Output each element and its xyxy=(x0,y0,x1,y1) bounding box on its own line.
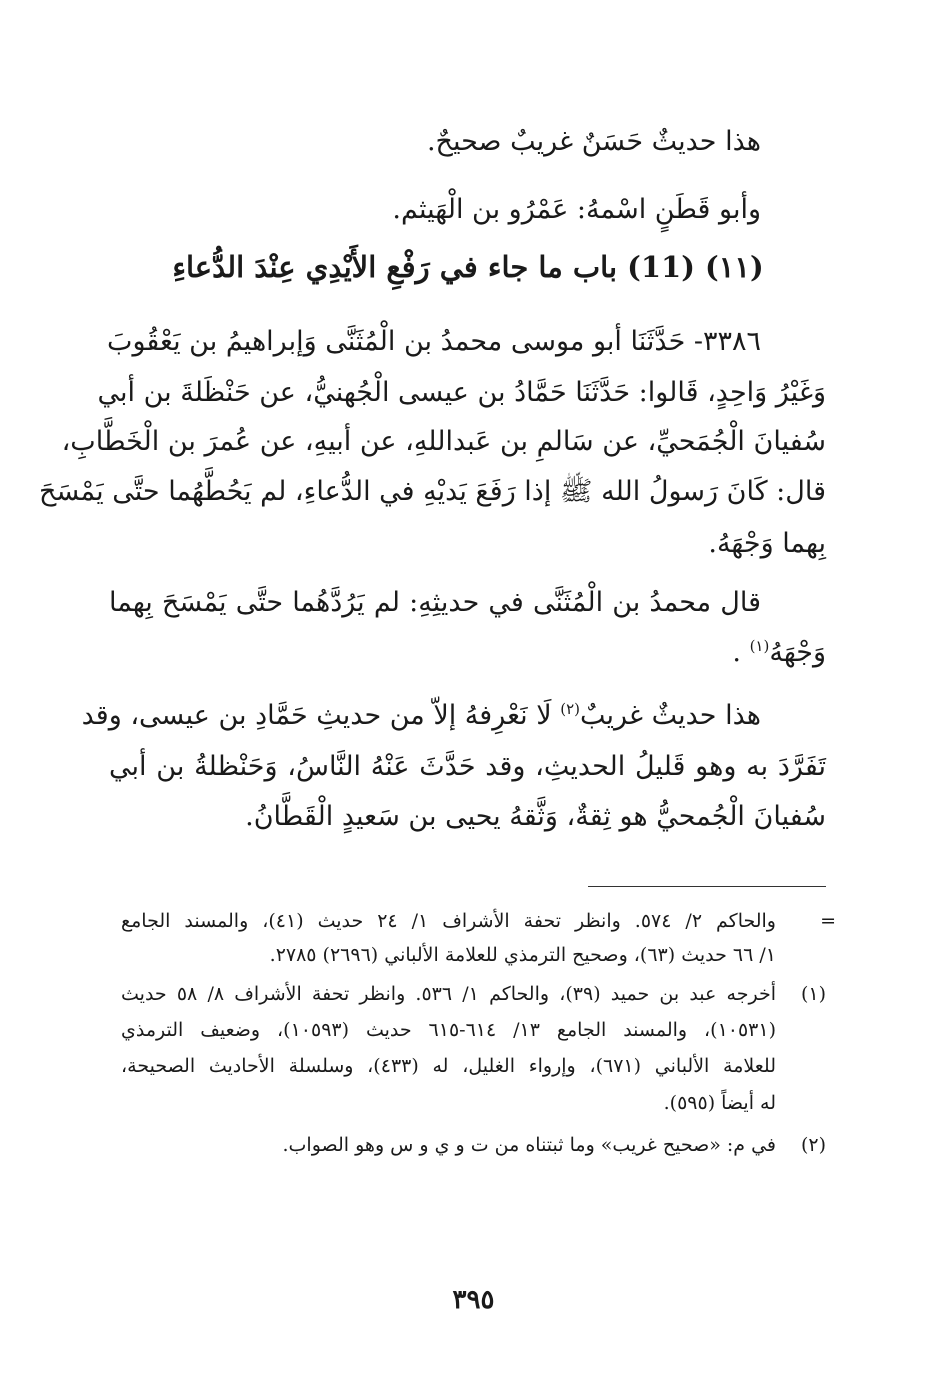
text-line: تَفَرَّدَ به وهو قَليلُ الحديثِ، وقد حَدَّثَ عَنْهُ النَّاسُ، وَحَنْظلةُ بن أبي xyxy=(109,751,826,782)
footnote-line: في م: «صحيح غريب» وما ثبتناه من ت و ي و س وهو الصواب. xyxy=(282,1134,776,1156)
text-segment: هذا حديثٌ غريبٌ xyxy=(579,700,761,731)
text-line: سُفيانَ الْجُمحيُّ هو ثِقةٌ، وَثَّقهُ يحيى بن سَعيدٍ الْقَطَّانُ. xyxy=(245,801,826,832)
text-line: وَجْهَهُ$^{(١)}$ . xyxy=(732,637,826,668)
text-line: سُفيانَ الْجُمَحيِّ، عن سَالمِ بن عَبداللهِ، عن أبيهِ، عن عُمرَ بن الْخَطَّابِ، xyxy=(61,426,826,457)
text-line: هذا حديثٌ حَسَنٌ غريبٌ صحيحٌ. xyxy=(426,126,761,157)
footnote-ref: (٢) xyxy=(560,700,580,718)
footnote-line: ١/ ٦٦ حديث (٦٣)، وصحيح الترمذي للعلامة الألباني (٢٦٩٦) ٢٧٨٥. xyxy=(269,944,776,966)
footnote-line: والحاكم ٢/ ٥٧٤. وانظر تحفة الأشراف ١/ ٢٤ حديث (٤١)، والمسند الجامع xyxy=(121,910,776,932)
footnote-line: (١٠٥٣١)، والمسند الجامع ١٣/ ٦١٤-٦١٥ حديث (١٠٥٩٣)، وضعيف الترمذي xyxy=(121,1019,777,1041)
page-number: ٣٩٥ xyxy=(452,1285,495,1315)
footnote-ref: (١) xyxy=(749,637,770,655)
text-segment: لَا نَعْرِفهُ إلاّ من حديثِ حَمَّادِ بن عيسى، وقد xyxy=(81,700,552,731)
footnote-line: أخرجه عبد بن حميد (٣٩)، والحاكم ١/ ٥٣٦. وانظر تحفة الأشراف ٨/ ٥٨ حديث xyxy=(121,983,776,1005)
chapter-heading: (١١) (11) باب ما جاء في رَفْعِ الأَيْدِي عِنْدَ الدُّعاءِ xyxy=(172,250,764,284)
footnote-line: له أيضاً (٥٩٥). xyxy=(663,1092,776,1114)
footnote-marker: (١) xyxy=(800,983,826,1005)
footnote-separator xyxy=(588,886,826,887)
text-line: ٣٣٨٦- حَدَّثَنَا أبو موسى محمدُ بن الْمُثَنَّى وَإبراهيمُ بن يَعْقُوبَ xyxy=(107,326,761,357)
text-line: قال محمدُ بن الْمُثَنَّى في حديثِهِ: لم يَرُدَّهُما حتَّى يَمْسَحَ بِهما xyxy=(109,587,761,618)
footnote-line: للعلامة الألباني (٦٧١)، وإرواء الغليل، له (٤٣٣)، وسلسلة الأحاديث الصحيحة، xyxy=(121,1055,777,1077)
text-line xyxy=(81,696,761,736)
footnote-continuation-marker: = xyxy=(820,910,836,932)
text-segment: وَجْهَهُ xyxy=(769,637,826,668)
text-line: وَغَيْرُ وَاحِدٍ، قَالوا: حَدَّثَنَا حَمَّادُ بن عيسى الْجُهنيُّ، عن حَنْظَلةَ بن أبي xyxy=(97,377,826,408)
text-line: قال: كَانَ رَسولُ الله ﷺ إذا رَفَعَ يَديْهِ في الدُّعاءِ، لم يَحُطَّهُما حتَّى يَمْسَحَ xyxy=(39,476,826,507)
footnote-marker: (٢) xyxy=(800,1134,826,1156)
text-line: وأبو قَطَنٍ اسْمهُ: عَمْرُو بن الْهَيثم. xyxy=(392,194,761,225)
text-line: بِهما وَجْهَهُ. xyxy=(708,528,826,559)
